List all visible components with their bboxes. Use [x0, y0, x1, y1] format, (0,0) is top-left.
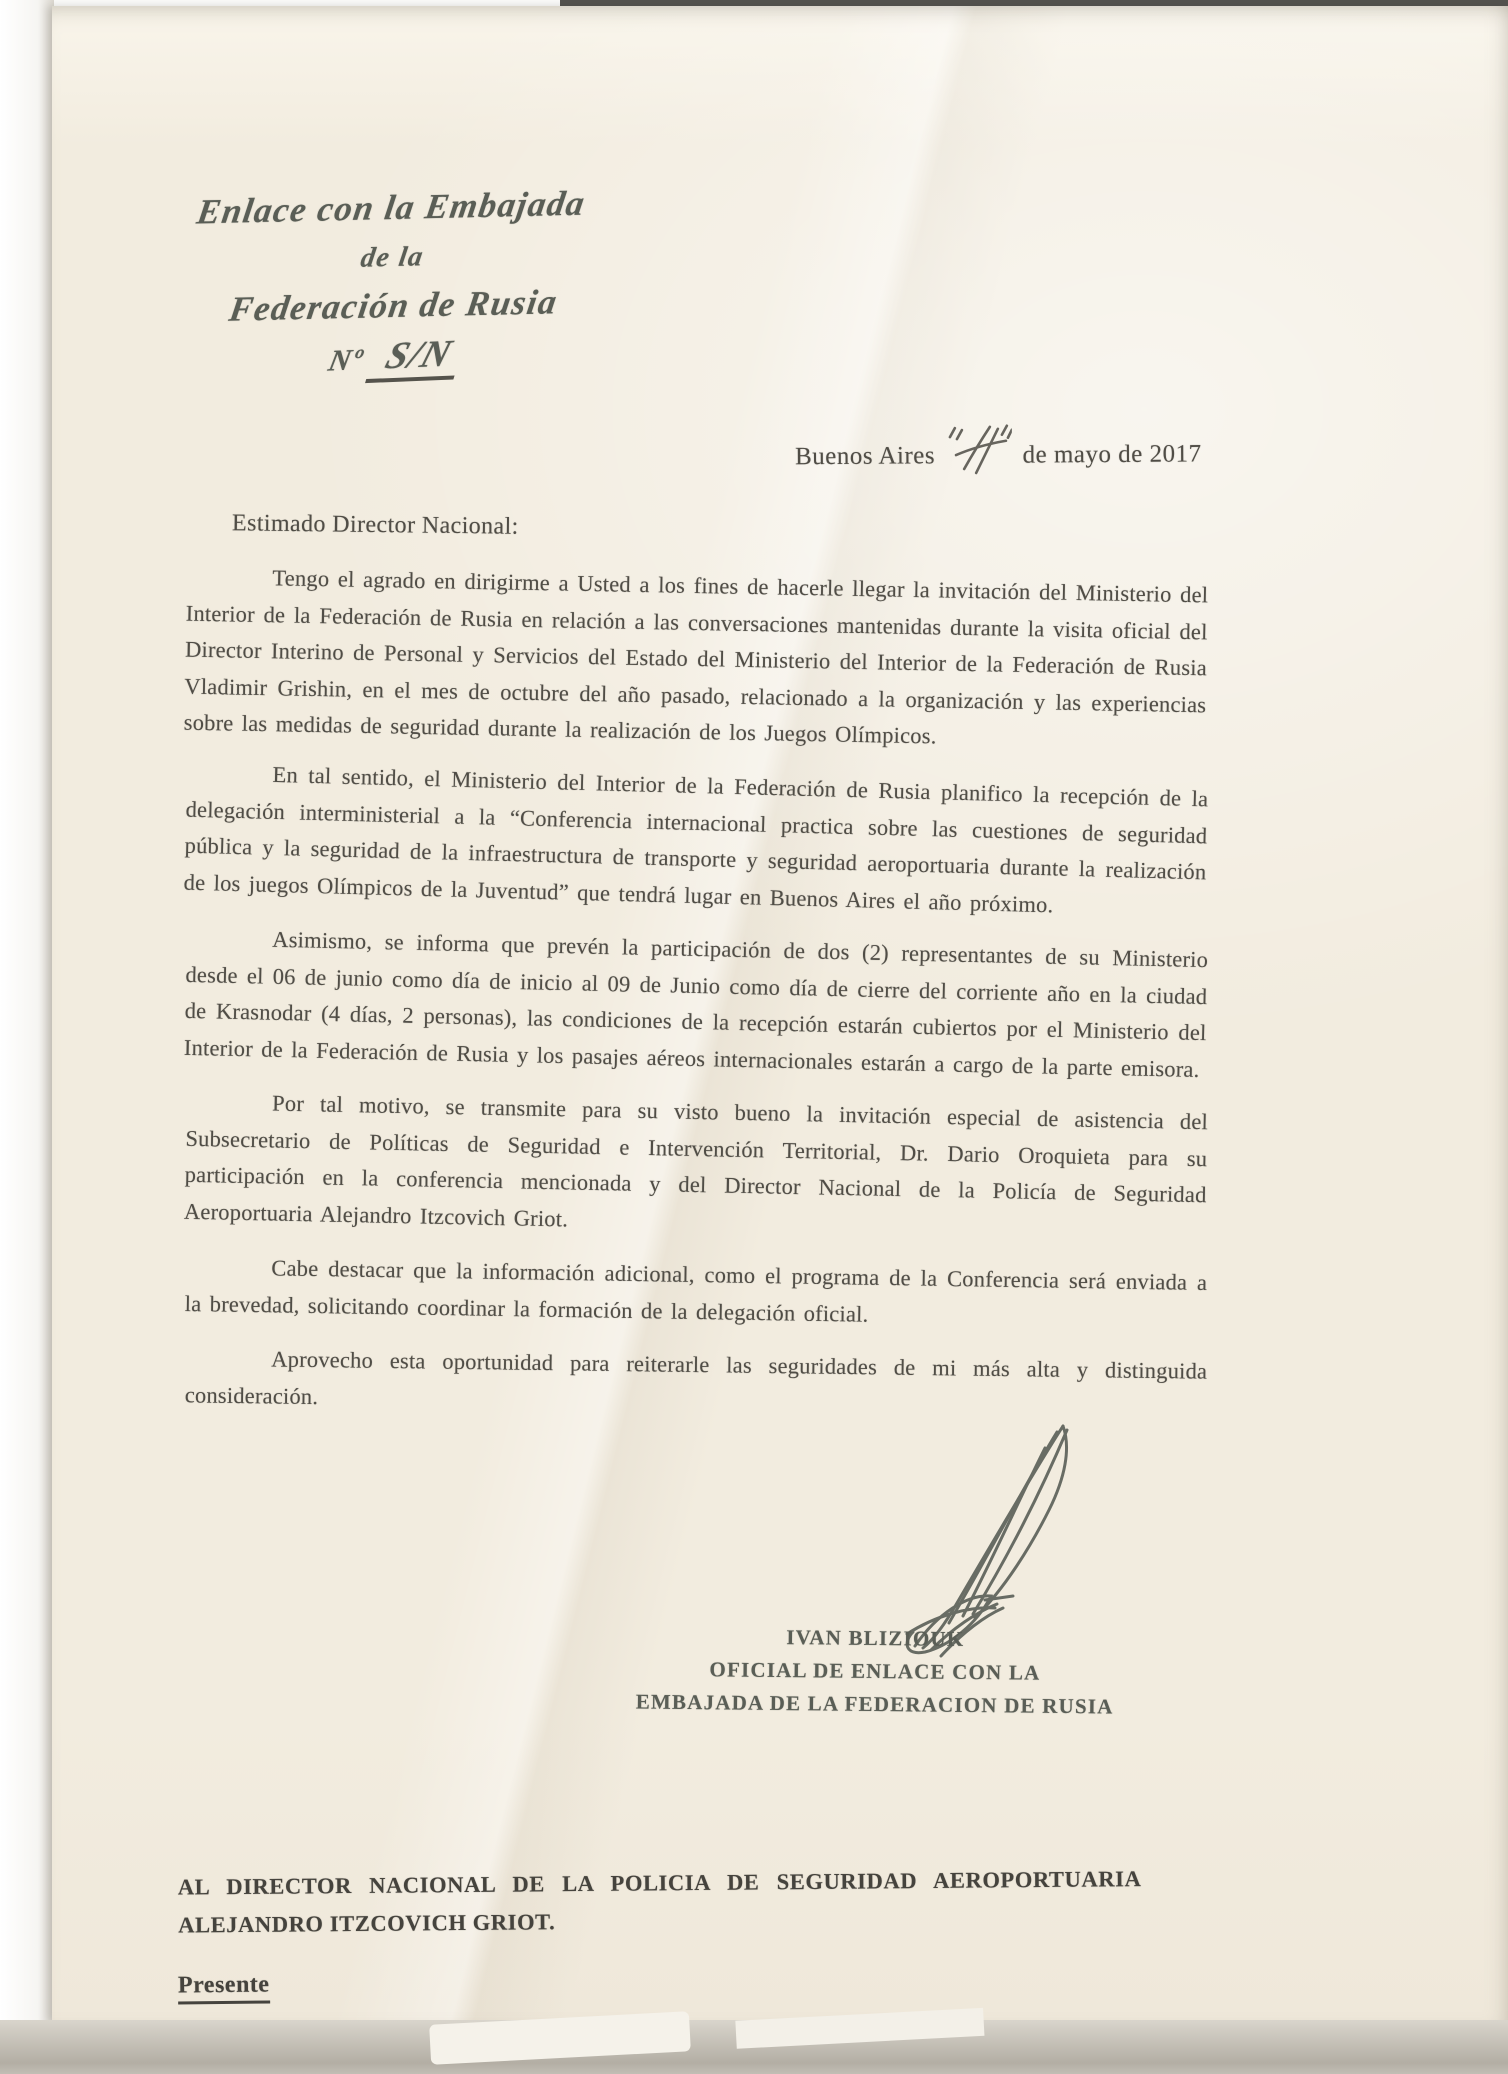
- signature-block: [594, 1619, 1155, 1724]
- signatory-name: IVAN BLIZIOUK: [786, 1625, 965, 1651]
- scanner-bottom-shadow: [0, 2020, 1508, 2074]
- letterhead-line-3: Federación de Rusia: [226, 282, 561, 329]
- letterhead-number-value: S/N: [365, 331, 468, 383]
- handwritten-day-mark: [946, 421, 1012, 477]
- signatory-title-2: EMBAJADA DE LA FEDERACION DE RUSIA: [635, 1689, 1114, 1719]
- letterhead-line-1: Enlace con la Embajada: [194, 183, 589, 232]
- date-line: [795, 418, 1435, 478]
- letterhead-line-2: de la: [358, 241, 427, 274]
- letterhead: [176, 183, 610, 387]
- date-rest: de mayo de 2017: [1022, 440, 1202, 469]
- letter-paragraph-3: Asimismo, se informa que prevén la participación de dos (2) representantes de su Ministerio desde el 06 de junio como día de inicio al 09 de Junio como día de cierre del corriente año en la ciudad de Krasnodar (4 días, 2 personas), las condiciones de la recepción estarán cubiertos por el Ministerio del Interior de la Federación de Rusia y los pasajes aéreos internacionales estarán a cargo de la parte emisora.: [183, 926, 1209, 1081]
- letter-paragraph-2: En tal sentido, el Ministerio del Interior de la Federación de Rusia planifico la recepción de la delegación interministerial a la “Conferencia internacional practica sobre las cuestiones de seguridad pública y la seguridad de la infraestructura de transporte y seguridad aeroportuaria durante la realización de los juegos Olímpicos de la Juventud” que tendrá lugar en Buenos Aires el año próximo.: [183, 761, 1209, 917]
- scanner-left-strip: [0, 0, 54, 2074]
- letter-body: [183, 565, 1209, 1437]
- recipient-line-1: AL DIRECTOR NACIONAL DE LA POLICIA DE SEGURIDAD AEROPORTUARIA: [177, 1866, 1142, 1900]
- letter-paragraph-4: Por tal motivo, se transmite para su visto bueno la invitación especial de asistencia del Subsecretario de Políticas de Seguridad e Intervención Territorial, Dr. Dario Oroquieta para su participación en la conferencia mencionada y del Director Nacional de la Policía de Seguridad Aeroportuaria Alejandro Itzcovich Griot.: [183, 1089, 1209, 1231]
- salutation: Estimado Director Nacional:: [231, 510, 519, 540]
- presente-label: Presente: [178, 1972, 270, 2005]
- letter-paragraph-6: Aprovecho esta oportunidad para reiterarle las seguridades de mi más alta y distinguida consideración.: [184, 1345, 1208, 1409]
- date-city: Buenos Aires: [794, 442, 936, 471]
- recipient-line-2: ALEJANDRO ITZCOVICH GRIOT.: [178, 1909, 556, 1938]
- signatory-title-1: OFICIAL DE ENLACE CON LA: [709, 1657, 1041, 1685]
- letter-paragraph-1: Tengo el agrado en dirigirme a Usted a los fines de hacerle llegar la invitación del Ministerio del Interior de la Federación de Rusia en relación a las conversaciones mantenidas durante la visita oficial del Director Interino de Personal y Servicios del Estado del Ministerio del Interior de la Federación de Rusia Vladimir Grishin, en el mes de octubre del año pasado, relacionado a la organización y las experiencias sobre las medidas de seguridad durante la realización de los Juegos Olímpicos.: [183, 565, 1209, 749]
- recipient-block: [178, 1859, 1219, 1944]
- scanner-top-edge: [560, 0, 1508, 6]
- letterhead-number-prefix: Nº: [325, 343, 367, 378]
- letter-paragraph-5: Cabe destacar que la información adicional, como el programa de la Conferencia será enviada a la brevedad, solicitando coordinar la formación de la delegación oficial.: [184, 1254, 1208, 1326]
